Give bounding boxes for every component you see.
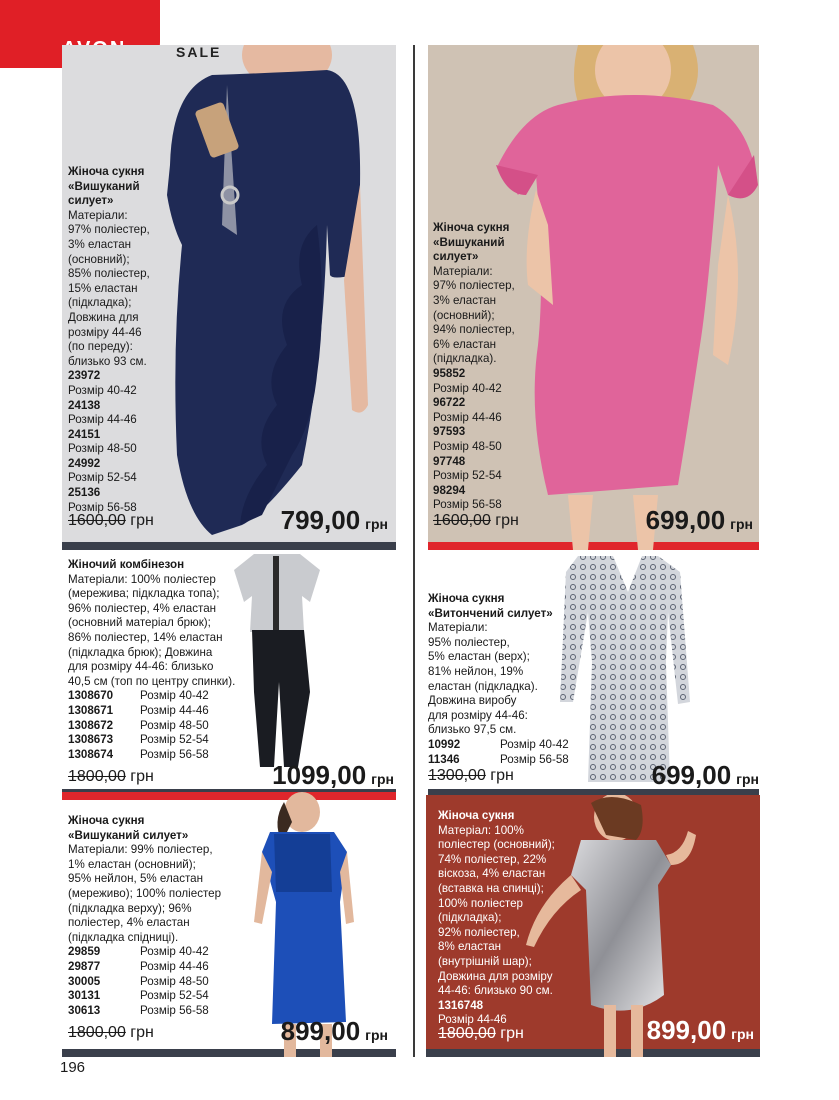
product-code: 10992 xyxy=(428,737,461,751)
size-label: Розмір 56-58 xyxy=(68,500,137,514)
product-description-line: близько 93 см. xyxy=(68,354,147,368)
product-code: 30131 xyxy=(68,989,101,1003)
size-label: Розмір 48-50 xyxy=(68,442,137,456)
product-description-line: (мереживо); 100% поліестер xyxy=(68,886,222,900)
product-code: 1308671 xyxy=(68,703,114,717)
product-info-pink-dress xyxy=(433,221,553,513)
product-title-line: «Вишуканий силует» xyxy=(68,828,189,842)
old-price-value: 1600,00 xyxy=(433,512,491,529)
product-code[interactable]: 97593 xyxy=(433,425,466,439)
size-row[interactable] xyxy=(68,975,258,990)
product-description-line: 100% поліестер xyxy=(438,896,524,910)
old-price-value: 1800,00 xyxy=(68,1024,126,1041)
product-description-line: (підкладка спідниці). xyxy=(68,930,179,944)
product-description-line: 94% поліестер, xyxy=(433,323,515,337)
product-code[interactable]: 96722 xyxy=(433,396,466,410)
product-description-line: 3% еластан xyxy=(433,293,497,307)
product-code: 11346 xyxy=(428,752,460,766)
size-label: Розмір 40-42 xyxy=(433,381,502,395)
product-description-line: (підкладка). xyxy=(433,352,497,366)
product-description-line: (підкладка брюк); Довжина xyxy=(68,645,213,659)
product-card-navy-dress[interactable] xyxy=(62,45,396,550)
product-code: 1308670 xyxy=(68,689,114,703)
product-description-line: (основний); xyxy=(68,252,130,266)
product-description-line: близько 97,5 см. xyxy=(428,723,517,737)
product-description-line: віскоза, 4% еластан xyxy=(438,867,546,881)
product-description-line: Довжина для розміру xyxy=(438,969,553,983)
product-title-line: силует» xyxy=(433,250,479,264)
product-info-navy-dress xyxy=(68,165,198,515)
price xyxy=(272,760,394,791)
product-code[interactable]: 24151 xyxy=(68,427,101,441)
product-code: 29859 xyxy=(68,945,101,959)
size-row[interactable] xyxy=(428,753,578,768)
currency-label: грн xyxy=(490,767,514,784)
product-description-line: 1% еластан (основний); xyxy=(68,857,196,871)
product-info-sequin-dress xyxy=(438,809,578,1028)
page-number: 196 xyxy=(60,1059,86,1076)
old-price-value: 1800,00 xyxy=(68,768,126,785)
product-description-line: 6% еластан xyxy=(433,337,497,351)
product-description-line: Матеріали: 100% поліестер xyxy=(68,572,216,586)
product-title-line: «Вишуканий xyxy=(433,235,505,249)
size-label: Розмір 44-46 xyxy=(438,1013,507,1027)
currency-label: грн xyxy=(371,771,394,787)
product-code: 30613 xyxy=(68,1003,101,1017)
product-description-line: 5% еластан (верх); xyxy=(428,650,530,664)
product-code[interactable]: 1316748 xyxy=(438,998,484,1012)
product-info-jumpsuit xyxy=(68,558,268,762)
product-title-line: Жіноча сукня xyxy=(428,592,505,605)
product-description-line: (мережива; підкладка топа); xyxy=(68,587,220,601)
price-value: 1099,00 xyxy=(272,760,367,790)
product-code: 1308674 xyxy=(68,747,114,761)
product-code[interactable]: 24992 xyxy=(68,456,101,470)
size-label: Розмір 48-50 xyxy=(140,974,209,988)
currency-label: грн xyxy=(730,516,753,532)
product-description-line: 74% поліестер, 22% xyxy=(438,852,547,866)
product-description-line: Довжина виробу xyxy=(428,694,517,708)
size-label: Розмір 48-50 xyxy=(433,439,502,453)
product-description-line: 8% еластан xyxy=(438,940,502,954)
old-price xyxy=(438,1025,524,1043)
size-label: Розмір 44-46 xyxy=(140,703,209,717)
currency-label: грн xyxy=(365,516,388,532)
product-code: 1308672 xyxy=(68,718,114,732)
product-description-line: 92% поліестер, xyxy=(438,925,520,939)
currency-label: грн xyxy=(365,1027,388,1043)
product-description-line: 3% еластан xyxy=(68,237,132,251)
product-description-line: (підкладка); xyxy=(438,911,502,925)
product-code: 30005 xyxy=(68,974,101,988)
old-price xyxy=(68,768,154,786)
size-row[interactable] xyxy=(68,719,268,734)
product-code: 29877 xyxy=(68,959,101,973)
product-description-line: еластан (підкладка). xyxy=(428,679,538,693)
price xyxy=(647,1015,754,1046)
size-label: Розмір 44-46 xyxy=(68,413,137,427)
product-description-line: 85% поліестер, xyxy=(68,267,150,281)
size-label: Розмір 56-58 xyxy=(500,752,569,766)
product-title-line: «Витончений силует» xyxy=(428,606,553,620)
size-label: Розмір 56-58 xyxy=(433,498,502,512)
size-row[interactable] xyxy=(68,689,268,704)
size-label: Розмір 56-58 xyxy=(140,1003,209,1017)
currency-label: грн xyxy=(495,512,519,529)
product-code: 1308673 xyxy=(68,733,114,747)
size-label: Розмір 44-46 xyxy=(433,410,502,424)
product-description-line: 96% поліестер, 4% еластан xyxy=(68,601,217,615)
product-card-sequin-dress[interactable] xyxy=(426,795,760,1057)
product-title-line: силует» xyxy=(68,194,114,208)
price-value: 699,00 xyxy=(645,505,726,535)
price-value: 899,00 xyxy=(646,1015,727,1045)
old-price-value: 1300,00 xyxy=(428,767,486,784)
old-price-value: 1800,00 xyxy=(438,1025,496,1042)
product-description-line: (підкладка); xyxy=(68,296,132,310)
currency-label: грн xyxy=(130,768,154,785)
size-label: Розмір 40-42 xyxy=(140,689,209,703)
old-price xyxy=(68,512,154,530)
size-row[interactable] xyxy=(68,945,258,960)
product-description-line: 40,5 см (топ по центру спинки). xyxy=(68,674,236,688)
product-description-line: 95% нейлон, 5% еластан xyxy=(68,872,204,886)
old-price xyxy=(433,512,519,530)
currency-label: грн xyxy=(500,1025,524,1042)
size-row[interactable] xyxy=(68,733,268,748)
product-description-line: 44-46: близько 90 см. xyxy=(438,984,553,998)
size-row[interactable] xyxy=(68,1004,258,1019)
size-row[interactable] xyxy=(68,960,258,975)
size-label: Розмір 52-54 xyxy=(140,733,209,747)
product-title-line: Жіноча сукня xyxy=(433,221,510,234)
size-label: Розмір 52-54 xyxy=(68,471,137,485)
size-label: Розмір 52-54 xyxy=(140,989,209,1003)
currency-label: грн xyxy=(130,1024,154,1041)
product-title-line: «Вишуканий xyxy=(68,179,140,193)
sale-label: SALE xyxy=(176,44,222,60)
currency-label: грн xyxy=(731,1026,754,1042)
old-price-value: 1600,00 xyxy=(68,512,126,529)
old-price xyxy=(68,1024,154,1042)
size-label: Розмір 40-42 xyxy=(500,737,569,751)
product-description-line: (основний матеріал брюк); xyxy=(68,616,211,630)
product-card-jumpsuit[interactable] xyxy=(62,552,396,797)
currency-label: грн xyxy=(736,771,759,787)
product-description-line: 15% еластан xyxy=(68,281,138,295)
product-description-line: 95% поліестер, xyxy=(428,635,510,649)
product-info-blue-dress xyxy=(68,814,258,1018)
price xyxy=(281,1016,388,1047)
product-code[interactable]: 23972 xyxy=(68,369,101,383)
size-row[interactable] xyxy=(428,738,578,753)
product-description-line: 97% поліестер, xyxy=(433,279,515,293)
product-description-line: 97% поліестер, xyxy=(68,223,150,237)
product-info-print-dress xyxy=(428,592,578,767)
product-description-line: розміру 44-46 xyxy=(68,325,142,339)
price xyxy=(281,505,388,536)
product-description-line: (підкладка верху); 96% xyxy=(68,901,192,915)
size-label: Розмір 44-46 xyxy=(140,959,209,973)
product-card-pink-dress[interactable] xyxy=(428,45,759,550)
product-code[interactable]: 25136 xyxy=(68,486,101,500)
product-description-line: Матеріали: xyxy=(428,621,488,635)
price xyxy=(652,760,759,791)
price-value: 699,00 xyxy=(651,760,732,790)
currency-label: грн xyxy=(130,512,154,529)
product-code[interactable]: 97748 xyxy=(433,454,466,468)
size-label: Розмір 48-50 xyxy=(140,718,209,732)
product-description-line: для розміру 44-46: xyxy=(428,708,528,722)
product-description-line: Матеріал: 100% xyxy=(438,823,524,837)
product-description-line: поліестер (основний); xyxy=(438,838,555,852)
product-description-line: (вставка на спинці); xyxy=(438,881,544,895)
price-value: 899,00 xyxy=(280,1016,361,1046)
product-description-line: Матеріали: xyxy=(68,208,128,222)
product-description-line: Матеріали: xyxy=(433,264,493,278)
product-title-line: Жіноча сукня xyxy=(68,165,145,178)
product-code[interactable]: 24138 xyxy=(68,398,101,412)
size-label: Розмір 40-42 xyxy=(68,383,137,397)
size-row[interactable] xyxy=(68,704,268,719)
product-card-blue-dress[interactable] xyxy=(62,792,396,1057)
product-description-line: (основний); xyxy=(433,308,495,322)
product-description-line: Матеріали: 99% поліестер, xyxy=(68,843,213,857)
product-code[interactable]: 95852 xyxy=(433,366,466,380)
product-description-line: (по переду): xyxy=(68,340,133,354)
product-description-line: (внутрішній шар); xyxy=(438,954,532,968)
product-description-line: Довжина для xyxy=(68,310,139,324)
size-row[interactable] xyxy=(68,989,258,1004)
size-row[interactable] xyxy=(68,748,268,763)
size-label: Розмір 40-42 xyxy=(140,945,209,959)
price xyxy=(646,505,753,536)
product-description-line: 86% поліестер, 14% еластан xyxy=(68,630,223,644)
product-title-line: Жіноча сукня xyxy=(438,809,515,822)
product-description-line: 81% нейлон, 19% xyxy=(428,664,524,678)
old-price xyxy=(428,767,514,785)
product-description-line: поліестер, 4% еластан xyxy=(68,916,190,930)
column-divider xyxy=(413,45,415,1057)
product-description-line: для розміру 44-46: близько xyxy=(68,660,214,674)
price-value: 799,00 xyxy=(280,505,361,535)
product-title-line: Жіноча сукня xyxy=(68,814,145,827)
product-card-print-dress[interactable] xyxy=(428,552,759,797)
size-label: Розмір 52-54 xyxy=(433,469,502,483)
size-label: Розмір 56-58 xyxy=(140,747,209,761)
product-code[interactable]: 98294 xyxy=(433,483,466,497)
product-title-line: Жіночий комбінезон xyxy=(68,558,185,571)
